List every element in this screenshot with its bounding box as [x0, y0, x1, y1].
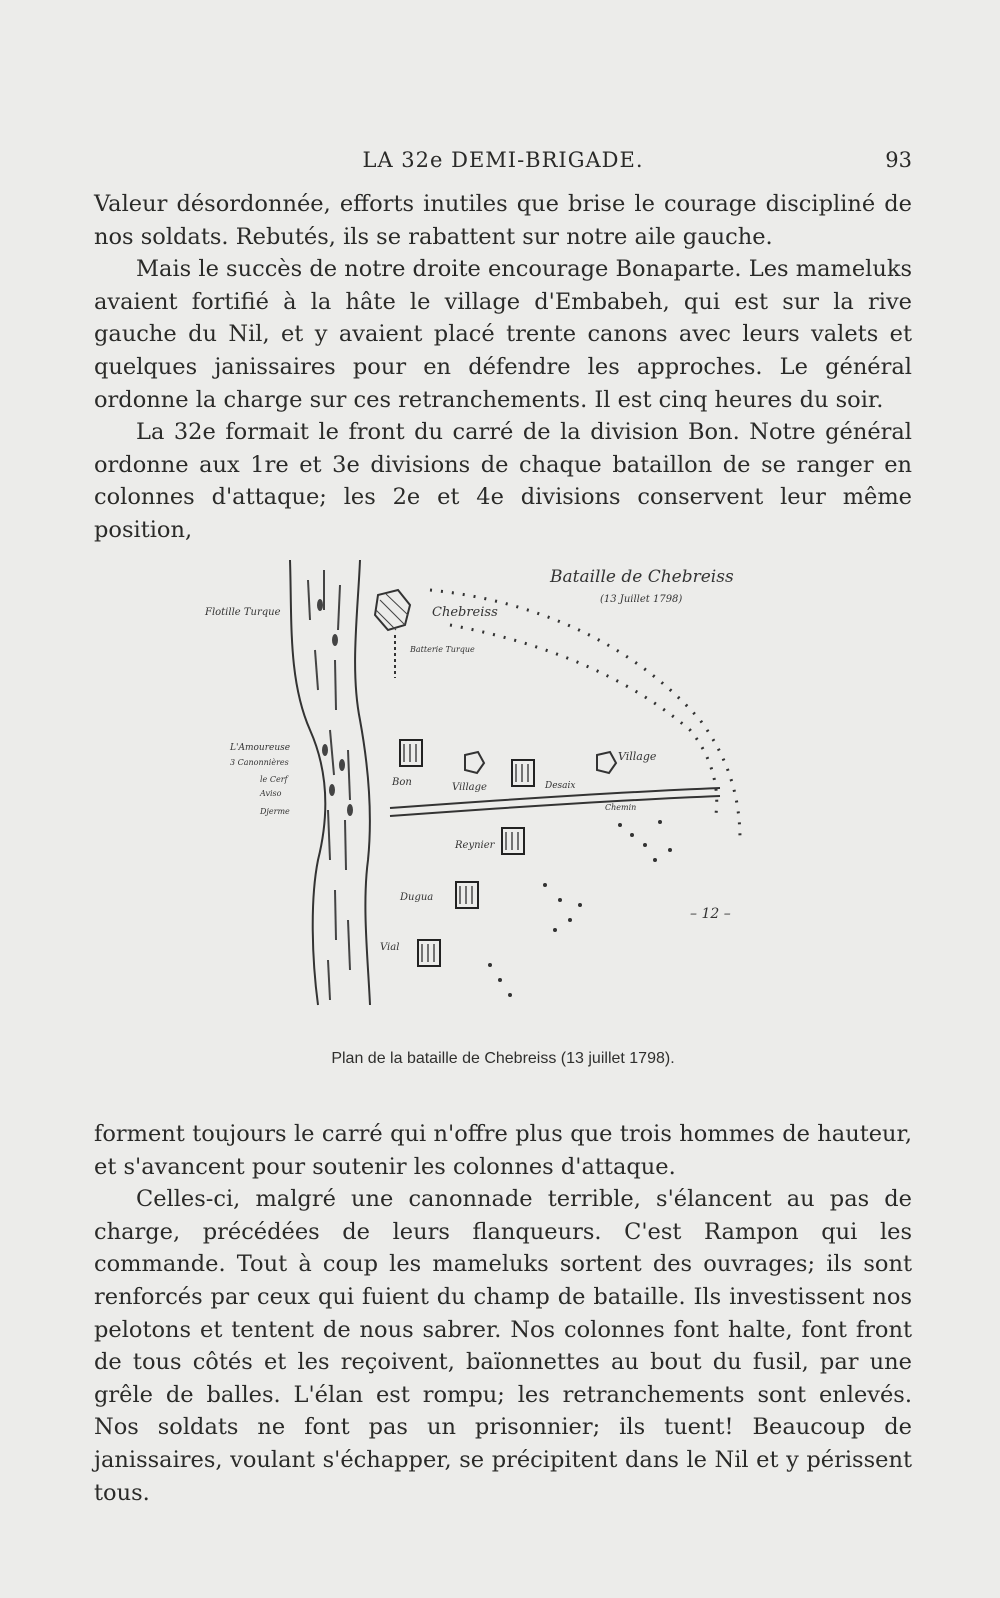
label-canonnieres: 3 Canonnières — [230, 758, 289, 767]
plate-number: – 12 – — [690, 906, 731, 922]
river-west-bank — [290, 560, 325, 1005]
river-east-bank — [355, 560, 370, 1005]
label-chebreiss: Chebreiss — [432, 605, 498, 620]
label-bon: Bon — [392, 777, 412, 788]
label-djerme: Djerme — [260, 807, 290, 816]
body-text-top — [94, 188, 912, 547]
label-vial: Vial — [380, 942, 400, 953]
label-batterie: Batterie Turque — [410, 645, 475, 654]
label-reynier: Reynier — [455, 840, 495, 851]
label-dugua: Dugua — [400, 892, 434, 903]
paragraph: Mais le succès de notre droite encourage Bonaparte. Les mameluks avaient fortifié à la hâte le village d'Embabeh, qui est sur la rive gauche du Nil, et y avaient placé trente canons avec leurs valets et quelques janissaires pour en défendre les approches. Le général ordonne la charge sur ces retranchements. Il est cinq heures du soir. — [94, 256, 912, 413]
label-village-2: Village — [618, 750, 657, 763]
label-village-1: Village — [452, 782, 487, 793]
running-title: LA 32e DEMI-BRIGADE. — [362, 148, 644, 172]
scattered-dots — [488, 820, 672, 997]
page-number: 93 — [885, 148, 912, 172]
village-icons — [465, 752, 616, 773]
paragraph: forment toujours le carré qui n'offre plus que trois hommes de hauteur, et s'avancent pour soutenir les colonnes d'attaque. — [94, 1121, 912, 1180]
road-edge — [390, 796, 720, 816]
label-desaix: Desaix — [545, 781, 576, 791]
battle-map — [200, 560, 800, 1030]
paragraph: Valeur désordonnée, efforts inutiles que brise le courage discipliné de nos soldats. Rebutés, ils se rabattent sur notre aile gauche. — [94, 191, 912, 250]
paragraph: La 32e formait le front du carré de la division Bon. Notre général ordonne aux 1re et 3e divisions de chaque bataillon de se ranger en colonnes d'attaque; les 2e et 4e divisions conservent leur même position, — [94, 419, 912, 543]
body-text-bottom — [94, 1118, 912, 1509]
label-amoureuse: L'Amoureuse — [230, 743, 291, 753]
label-chemin: Chemin — [605, 803, 637, 812]
label-flotille: Flotille Turque — [205, 607, 281, 618]
map-title: Bataille de Chebreiss — [550, 567, 734, 587]
map-date: (13 Juillet 1798) — [600, 594, 683, 605]
river-current-lines — [308, 570, 350, 1000]
division-squares — [400, 740, 534, 966]
figure-caption: Plan de la bataille de Chebreiss (13 juillet 1798). — [331, 1050, 675, 1067]
chebreiss-village-icon — [375, 590, 410, 630]
label-cerf: le Cerf — [260, 775, 288, 784]
label-aviso: Aviso — [260, 789, 282, 798]
paragraph: Celles-ci, malgré une canonnade terrible, s'élancent au pas de charge, précédées de leurs flanqueurs. C'est Rampon qui les commande. Tout à coup les mameluks sortent des ouvrages; ils sont renforcés par ceux qui fuient du champ de bataille. Ils investissent nos pelotons et tentent de nous sabrer. Nos colonnes font halte, font front de tous côtés et les reçoivent, baïonnettes au bout du fusil, par une grêle de balles. L'élan est rompu; les retranchements sont enlevés. Nos soldats ne font pas un prisonnier; ils tuent! Beaucoup de janissaires, voulant s'échapper, se précipitent dans le Nil et y périssent tous. — [94, 1186, 912, 1506]
battle-map-figure — [200, 560, 800, 1030]
running-head — [94, 148, 912, 178]
